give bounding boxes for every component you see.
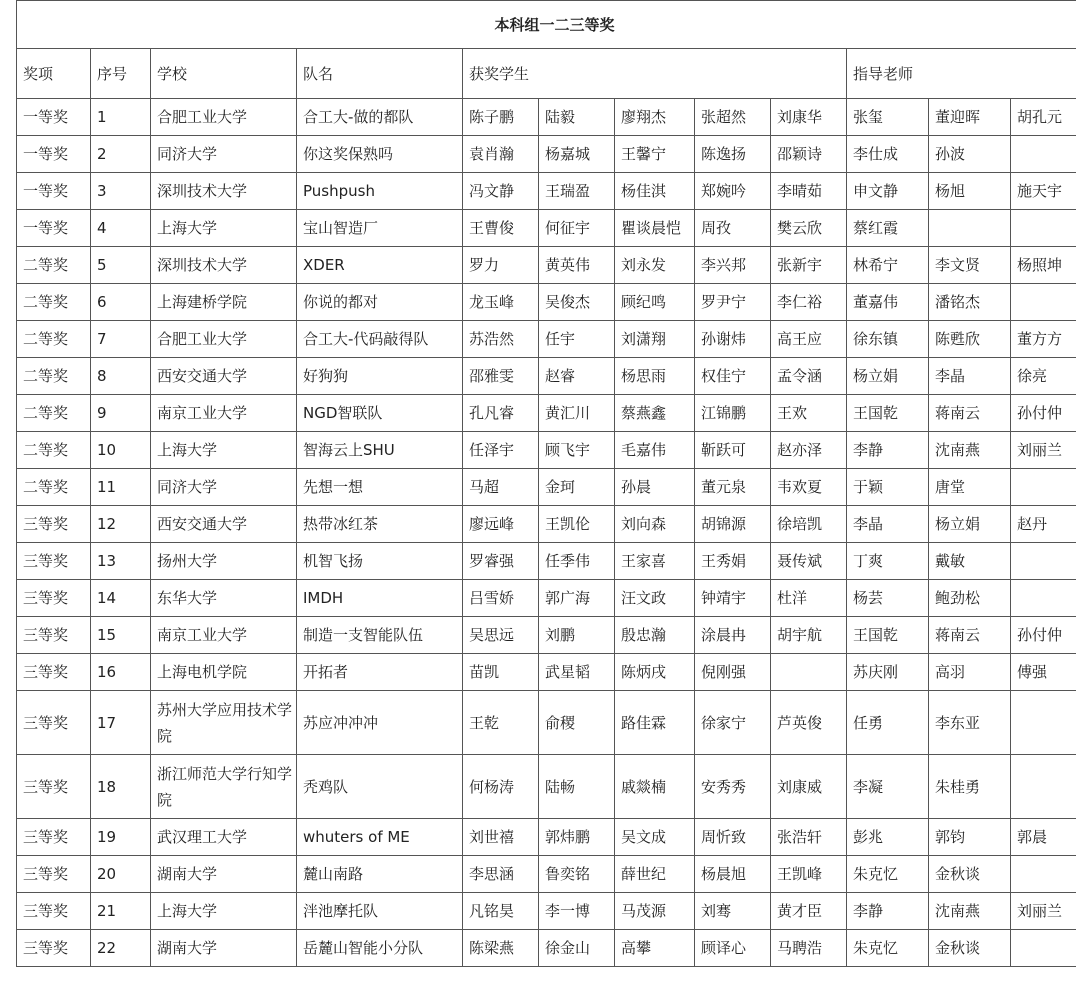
school-cell: 深圳技术大学 — [151, 247, 297, 284]
student-cell: 黄英伟 — [539, 247, 615, 284]
school-cell: 上海大学 — [151, 893, 297, 930]
student-cell: 张新宇 — [771, 247, 847, 284]
table-row — [17, 543, 1076, 580]
teacher-cell: 陈甦欣 — [929, 321, 1011, 358]
student-cell: 徐金山 — [539, 930, 615, 967]
teacher-cell: 杨立娟 — [929, 506, 1011, 543]
award-cell: 三等奖 — [17, 930, 91, 967]
header-school: 学校 — [151, 49, 297, 99]
student-cell: 邵颖诗 — [771, 136, 847, 173]
number-cell: 7 — [91, 321, 151, 358]
teacher-cell: 郭晨 — [1011, 819, 1076, 856]
award-cell: 二等奖 — [17, 284, 91, 321]
student-cell: 刘康华 — [771, 99, 847, 136]
teacher-cell — [1011, 210, 1076, 247]
student-cell: 武星韬 — [539, 654, 615, 691]
number-cell: 18 — [91, 755, 151, 819]
teacher-cell: 李晶 — [847, 506, 929, 543]
number-cell: 15 — [91, 617, 151, 654]
number-cell: 1 — [91, 99, 151, 136]
student-cell: 杨思雨 — [615, 358, 695, 395]
student-cell: 李仁裕 — [771, 284, 847, 321]
student-cell: 孟令涵 — [771, 358, 847, 395]
teacher-cell — [929, 210, 1011, 247]
teacher-cell — [1011, 856, 1076, 893]
teacher-cell: 孙付仲 — [1011, 395, 1076, 432]
teacher-cell: 申文静 — [847, 173, 929, 210]
teacher-cell: 赵丹 — [1011, 506, 1076, 543]
team-cell: 苏应冲冲冲 — [297, 691, 463, 755]
team-cell: 泮池摩托队 — [297, 893, 463, 930]
teacher-cell: 徐东镇 — [847, 321, 929, 358]
student-cell: 孙谢炜 — [695, 321, 771, 358]
student-cell: 吴文成 — [615, 819, 695, 856]
teacher-cell: 李静 — [847, 893, 929, 930]
student-cell: 涂晨冉 — [695, 617, 771, 654]
teacher-cell: 潘铭杰 — [929, 284, 1011, 321]
school-cell: 扬州大学 — [151, 543, 297, 580]
award-cell: 三等奖 — [17, 755, 91, 819]
teacher-cell: 林希宁 — [847, 247, 929, 284]
team-cell: 先想一想 — [297, 469, 463, 506]
header-students: 获奖学生 — [463, 49, 847, 99]
title-row — [17, 1, 1076, 49]
student-cell: 聂传斌 — [771, 543, 847, 580]
school-cell: 西安交通大学 — [151, 358, 297, 395]
school-cell: 南京工业大学 — [151, 395, 297, 432]
school-cell: 同济大学 — [151, 136, 297, 173]
teacher-cell: 王国乾 — [847, 395, 929, 432]
table-row — [17, 819, 1076, 856]
number-cell: 14 — [91, 580, 151, 617]
teacher-cell: 蔡红霞 — [847, 210, 929, 247]
teacher-cell: 于颖 — [847, 469, 929, 506]
number-cell: 21 — [91, 893, 151, 930]
student-cell: 任季伟 — [539, 543, 615, 580]
teacher-cell: 郭钧 — [929, 819, 1011, 856]
team-cell: 宝山智造厂 — [297, 210, 463, 247]
student-cell: 吕雪娇 — [463, 580, 539, 617]
student-cell: 吴俊杰 — [539, 284, 615, 321]
student-cell: 汪文政 — [615, 580, 695, 617]
award-cell: 三等奖 — [17, 856, 91, 893]
number-cell: 10 — [91, 432, 151, 469]
teacher-cell: 胡孔元 — [1011, 99, 1076, 136]
teacher-cell: 朱克忆 — [847, 930, 929, 967]
teacher-cell — [1011, 930, 1076, 967]
teacher-cell: 朱克忆 — [847, 856, 929, 893]
award-cell: 一等奖 — [17, 99, 91, 136]
teacher-cell — [1011, 691, 1076, 755]
teacher-cell: 蒋南云 — [929, 395, 1011, 432]
award-cell: 一等奖 — [17, 173, 91, 210]
student-cell: 马茂源 — [615, 893, 695, 930]
school-cell: 合肥工业大学 — [151, 99, 297, 136]
team-cell: 秃鸡队 — [297, 755, 463, 819]
award-cell: 三等奖 — [17, 617, 91, 654]
student-cell: 刘世禧 — [463, 819, 539, 856]
team-cell: 智海云上SHU — [297, 432, 463, 469]
student-cell: 任宇 — [539, 321, 615, 358]
student-cell: 陆畅 — [539, 755, 615, 819]
teacher-cell: 李凝 — [847, 755, 929, 819]
student-cell: 凡铭昊 — [463, 893, 539, 930]
school-cell: 上海建桥学院 — [151, 284, 297, 321]
student-cell: 江锦鹏 — [695, 395, 771, 432]
number-cell: 19 — [91, 819, 151, 856]
teacher-cell: 刘丽兰 — [1011, 893, 1076, 930]
header-teachers: 指导老师 — [847, 49, 1076, 99]
student-cell: 杜洋 — [771, 580, 847, 617]
student-cell — [771, 654, 847, 691]
teacher-cell: 董嘉伟 — [847, 284, 929, 321]
team-cell: 好狗狗 — [297, 358, 463, 395]
student-cell: 罗睿强 — [463, 543, 539, 580]
school-cell: 上海大学 — [151, 432, 297, 469]
number-cell: 12 — [91, 506, 151, 543]
student-cell: 王秀娟 — [695, 543, 771, 580]
header-team: 队名 — [297, 49, 463, 99]
teacher-cell: 张玺 — [847, 99, 929, 136]
teacher-cell: 沈南燕 — [929, 432, 1011, 469]
student-cell: 刘鹏 — [539, 617, 615, 654]
student-cell: 戚燚楠 — [615, 755, 695, 819]
teacher-cell: 金秋谈 — [929, 930, 1011, 967]
student-cell: 刘向森 — [615, 506, 695, 543]
student-cell: 吴思远 — [463, 617, 539, 654]
student-cell: 钟靖宇 — [695, 580, 771, 617]
award-cell: 三等奖 — [17, 506, 91, 543]
student-cell: 王家喜 — [615, 543, 695, 580]
award-cell: 二等奖 — [17, 247, 91, 284]
student-cell: 金珂 — [539, 469, 615, 506]
student-cell: 袁肖瀚 — [463, 136, 539, 173]
student-cell: 张浩轩 — [771, 819, 847, 856]
student-cell: 苗凯 — [463, 654, 539, 691]
student-cell: 顾飞宇 — [539, 432, 615, 469]
student-cell: 靳跃可 — [695, 432, 771, 469]
student-cell: 蔡燕鑫 — [615, 395, 695, 432]
table-row — [17, 99, 1076, 136]
student-cell: 徐培凯 — [771, 506, 847, 543]
student-cell: 陈炳戌 — [615, 654, 695, 691]
student-cell: 路佳霖 — [615, 691, 695, 755]
student-cell: 王乾 — [463, 691, 539, 755]
student-cell: 郑婉吟 — [695, 173, 771, 210]
student-cell: 李一博 — [539, 893, 615, 930]
teacher-cell: 李东亚 — [929, 691, 1011, 755]
student-cell: 俞稷 — [539, 691, 615, 755]
teacher-cell — [1011, 136, 1076, 173]
student-cell: 胡锦源 — [695, 506, 771, 543]
team-cell: 制造一支智能队伍 — [297, 617, 463, 654]
teacher-cell: 蒋南云 — [929, 617, 1011, 654]
teacher-cell: 金秋谈 — [929, 856, 1011, 893]
team-cell: whuters of ME — [297, 819, 463, 856]
school-cell: 深圳技术大学 — [151, 173, 297, 210]
school-cell: 浙江师范大学行知学院 — [151, 755, 297, 819]
number-cell: 8 — [91, 358, 151, 395]
header-award: 奖项 — [17, 49, 91, 99]
student-cell: 权佳宁 — [695, 358, 771, 395]
award-cell: 三等奖 — [17, 893, 91, 930]
number-cell: 20 — [91, 856, 151, 893]
teacher-cell: 李晶 — [929, 358, 1011, 395]
award-cell: 二等奖 — [17, 395, 91, 432]
teacher-cell: 董迎晖 — [929, 99, 1011, 136]
team-cell: 合工大-做的都队 — [297, 99, 463, 136]
table-row — [17, 469, 1076, 506]
student-cell: 王瑞盈 — [539, 173, 615, 210]
school-cell: 合肥工业大学 — [151, 321, 297, 358]
student-cell: 毛嘉伟 — [615, 432, 695, 469]
student-cell: 王欢 — [771, 395, 847, 432]
teacher-cell: 唐堂 — [929, 469, 1011, 506]
student-cell: 徐家宁 — [695, 691, 771, 755]
award-cell: 二等奖 — [17, 469, 91, 506]
award-cell: 二等奖 — [17, 321, 91, 358]
student-cell: 杨嘉城 — [539, 136, 615, 173]
award-cell: 三等奖 — [17, 691, 91, 755]
school-cell: 湖南大学 — [151, 856, 297, 893]
student-cell: 倪刚强 — [695, 654, 771, 691]
teacher-cell: 孙波 — [929, 136, 1011, 173]
school-cell: 南京工业大学 — [151, 617, 297, 654]
number-cell: 9 — [91, 395, 151, 432]
teacher-cell: 李仕成 — [847, 136, 929, 173]
team-cell: 热带冰红茶 — [297, 506, 463, 543]
student-cell: 郭广海 — [539, 580, 615, 617]
table-row — [17, 856, 1076, 893]
school-cell: 苏州大学应用技术学院 — [151, 691, 297, 755]
student-cell: 王凯峰 — [771, 856, 847, 893]
table-row — [17, 691, 1076, 755]
student-cell: 周孜 — [695, 210, 771, 247]
student-cell: 龙玉峰 — [463, 284, 539, 321]
team-cell: 麓山南路 — [297, 856, 463, 893]
teacher-cell — [1011, 543, 1076, 580]
student-cell: 马超 — [463, 469, 539, 506]
teacher-cell: 朱桂勇 — [929, 755, 1011, 819]
number-cell: 5 — [91, 247, 151, 284]
team-cell: 机智飞扬 — [297, 543, 463, 580]
student-cell: 鲁奕铭 — [539, 856, 615, 893]
team-cell: NGD智联队 — [297, 395, 463, 432]
teacher-cell: 施天宇 — [1011, 173, 1076, 210]
student-cell: 郭炜鹏 — [539, 819, 615, 856]
student-cell: 张超然 — [695, 99, 771, 136]
student-cell: 董元泉 — [695, 469, 771, 506]
number-cell: 17 — [91, 691, 151, 755]
school-cell: 西安交通大学 — [151, 506, 297, 543]
student-cell: 廖远峰 — [463, 506, 539, 543]
student-cell: 高王应 — [771, 321, 847, 358]
teacher-cell: 彭兆 — [847, 819, 929, 856]
student-cell: 刘康威 — [771, 755, 847, 819]
student-cell: 罗力 — [463, 247, 539, 284]
teacher-cell: 李文贤 — [929, 247, 1011, 284]
teacher-cell — [1011, 469, 1076, 506]
award-cell: 三等奖 — [17, 654, 91, 691]
student-cell: 安秀秀 — [695, 755, 771, 819]
table-row — [17, 358, 1076, 395]
student-cell: 顾纪鸣 — [615, 284, 695, 321]
student-cell: 刘永发 — [615, 247, 695, 284]
student-cell: 胡宇航 — [771, 617, 847, 654]
student-cell: 孔凡睿 — [463, 395, 539, 432]
teacher-cell: 丁爽 — [847, 543, 929, 580]
award-cell: 二等奖 — [17, 358, 91, 395]
student-cell: 薛世纪 — [615, 856, 695, 893]
award-cell: 一等奖 — [17, 136, 91, 173]
number-cell: 3 — [91, 173, 151, 210]
award-cell: 三等奖 — [17, 580, 91, 617]
teacher-cell: 鲍劲松 — [929, 580, 1011, 617]
team-cell: Pushpush — [297, 173, 463, 210]
team-cell: 岳麓山智能小分队 — [297, 930, 463, 967]
teacher-cell: 李静 — [847, 432, 929, 469]
table-row — [17, 617, 1076, 654]
table-row — [17, 210, 1076, 247]
school-cell: 湖南大学 — [151, 930, 297, 967]
team-cell: 你说的都对 — [297, 284, 463, 321]
student-cell: 李思涵 — [463, 856, 539, 893]
student-cell: 王凯伦 — [539, 506, 615, 543]
team-cell: 合工大-代码敲得队 — [297, 321, 463, 358]
number-cell: 6 — [91, 284, 151, 321]
student-cell: 杨晨旭 — [695, 856, 771, 893]
table-title: 本科组一二三等奖 — [17, 1, 1076, 49]
school-cell: 东华大学 — [151, 580, 297, 617]
number-cell: 4 — [91, 210, 151, 247]
table-row — [17, 173, 1076, 210]
student-cell: 冯文静 — [463, 173, 539, 210]
teacher-cell: 徐亮 — [1011, 358, 1076, 395]
student-cell: 黄才臣 — [771, 893, 847, 930]
number-cell: 22 — [91, 930, 151, 967]
teacher-cell: 孙付仲 — [1011, 617, 1076, 654]
student-cell: 李兴邦 — [695, 247, 771, 284]
student-cell: 王曹俊 — [463, 210, 539, 247]
student-cell: 苏浩然 — [463, 321, 539, 358]
student-cell: 何征宇 — [539, 210, 615, 247]
student-cell: 殷忠瀚 — [615, 617, 695, 654]
teacher-cell: 杨立娟 — [847, 358, 929, 395]
school-cell: 上海大学 — [151, 210, 297, 247]
table-row — [17, 395, 1076, 432]
school-cell: 同济大学 — [151, 469, 297, 506]
student-cell: 陆毅 — [539, 99, 615, 136]
number-cell: 2 — [91, 136, 151, 173]
student-cell: 陈子鹏 — [463, 99, 539, 136]
teacher-cell: 苏庆刚 — [847, 654, 929, 691]
team-cell: XDER — [297, 247, 463, 284]
table-row — [17, 284, 1076, 321]
team-cell: IMDH — [297, 580, 463, 617]
table-row — [17, 321, 1076, 358]
award-cell: 三等奖 — [17, 819, 91, 856]
team-cell: 开拓者 — [297, 654, 463, 691]
table-row — [17, 755, 1076, 819]
teacher-cell — [1011, 580, 1076, 617]
student-cell: 孙晨 — [615, 469, 695, 506]
student-cell: 刘潇翔 — [615, 321, 695, 358]
award-cell: 一等奖 — [17, 210, 91, 247]
student-cell: 马聘浩 — [771, 930, 847, 967]
teacher-cell: 沈南燕 — [929, 893, 1011, 930]
table-row — [17, 580, 1076, 617]
student-cell: 杨佳淇 — [615, 173, 695, 210]
student-cell: 罗尹宁 — [695, 284, 771, 321]
teacher-cell: 杨芸 — [847, 580, 929, 617]
table-row — [17, 930, 1076, 967]
student-cell: 周忻致 — [695, 819, 771, 856]
student-cell: 陈梁燕 — [463, 930, 539, 967]
header-row — [17, 49, 1076, 99]
teacher-cell: 傅强 — [1011, 654, 1076, 691]
teacher-cell: 刘丽兰 — [1011, 432, 1076, 469]
student-cell: 李晴茹 — [771, 173, 847, 210]
school-cell: 武汉理工大学 — [151, 819, 297, 856]
teacher-cell: 杨旭 — [929, 173, 1011, 210]
student-cell: 高攀 — [615, 930, 695, 967]
table-row — [17, 654, 1076, 691]
student-cell: 顾译心 — [695, 930, 771, 967]
student-cell: 芦英俊 — [771, 691, 847, 755]
student-cell: 瞿谈晨恺 — [615, 210, 695, 247]
teacher-cell — [1011, 755, 1076, 819]
award-cell: 二等奖 — [17, 432, 91, 469]
team-cell: 你这奖保熟吗 — [297, 136, 463, 173]
student-cell: 何杨涛 — [463, 755, 539, 819]
awards-table — [16, 0, 1076, 967]
teacher-cell — [1011, 284, 1076, 321]
table-row — [17, 506, 1076, 543]
student-cell: 陈逸扬 — [695, 136, 771, 173]
award-cell: 三等奖 — [17, 543, 91, 580]
table-row — [17, 136, 1076, 173]
teacher-cell: 戴敏 — [929, 543, 1011, 580]
teacher-cell: 杨照坤 — [1011, 247, 1076, 284]
teacher-cell: 高羽 — [929, 654, 1011, 691]
number-cell: 16 — [91, 654, 151, 691]
teacher-cell: 王国乾 — [847, 617, 929, 654]
table-row — [17, 432, 1076, 469]
student-cell: 韦欢夏 — [771, 469, 847, 506]
student-cell: 赵亦泽 — [771, 432, 847, 469]
student-cell: 邵雅雯 — [463, 358, 539, 395]
teacher-cell: 董方方 — [1011, 321, 1076, 358]
student-cell: 刘骞 — [695, 893, 771, 930]
student-cell: 黄汇川 — [539, 395, 615, 432]
student-cell: 赵睿 — [539, 358, 615, 395]
table-row — [17, 893, 1076, 930]
teacher-cell: 任勇 — [847, 691, 929, 755]
student-cell: 樊云欣 — [771, 210, 847, 247]
student-cell: 任泽宇 — [463, 432, 539, 469]
number-cell: 13 — [91, 543, 151, 580]
school-cell: 上海电机学院 — [151, 654, 297, 691]
table-row — [17, 247, 1076, 284]
student-cell: 廖翔杰 — [615, 99, 695, 136]
header-number: 序号 — [91, 49, 151, 99]
student-cell: 王馨宁 — [615, 136, 695, 173]
number-cell: 11 — [91, 469, 151, 506]
